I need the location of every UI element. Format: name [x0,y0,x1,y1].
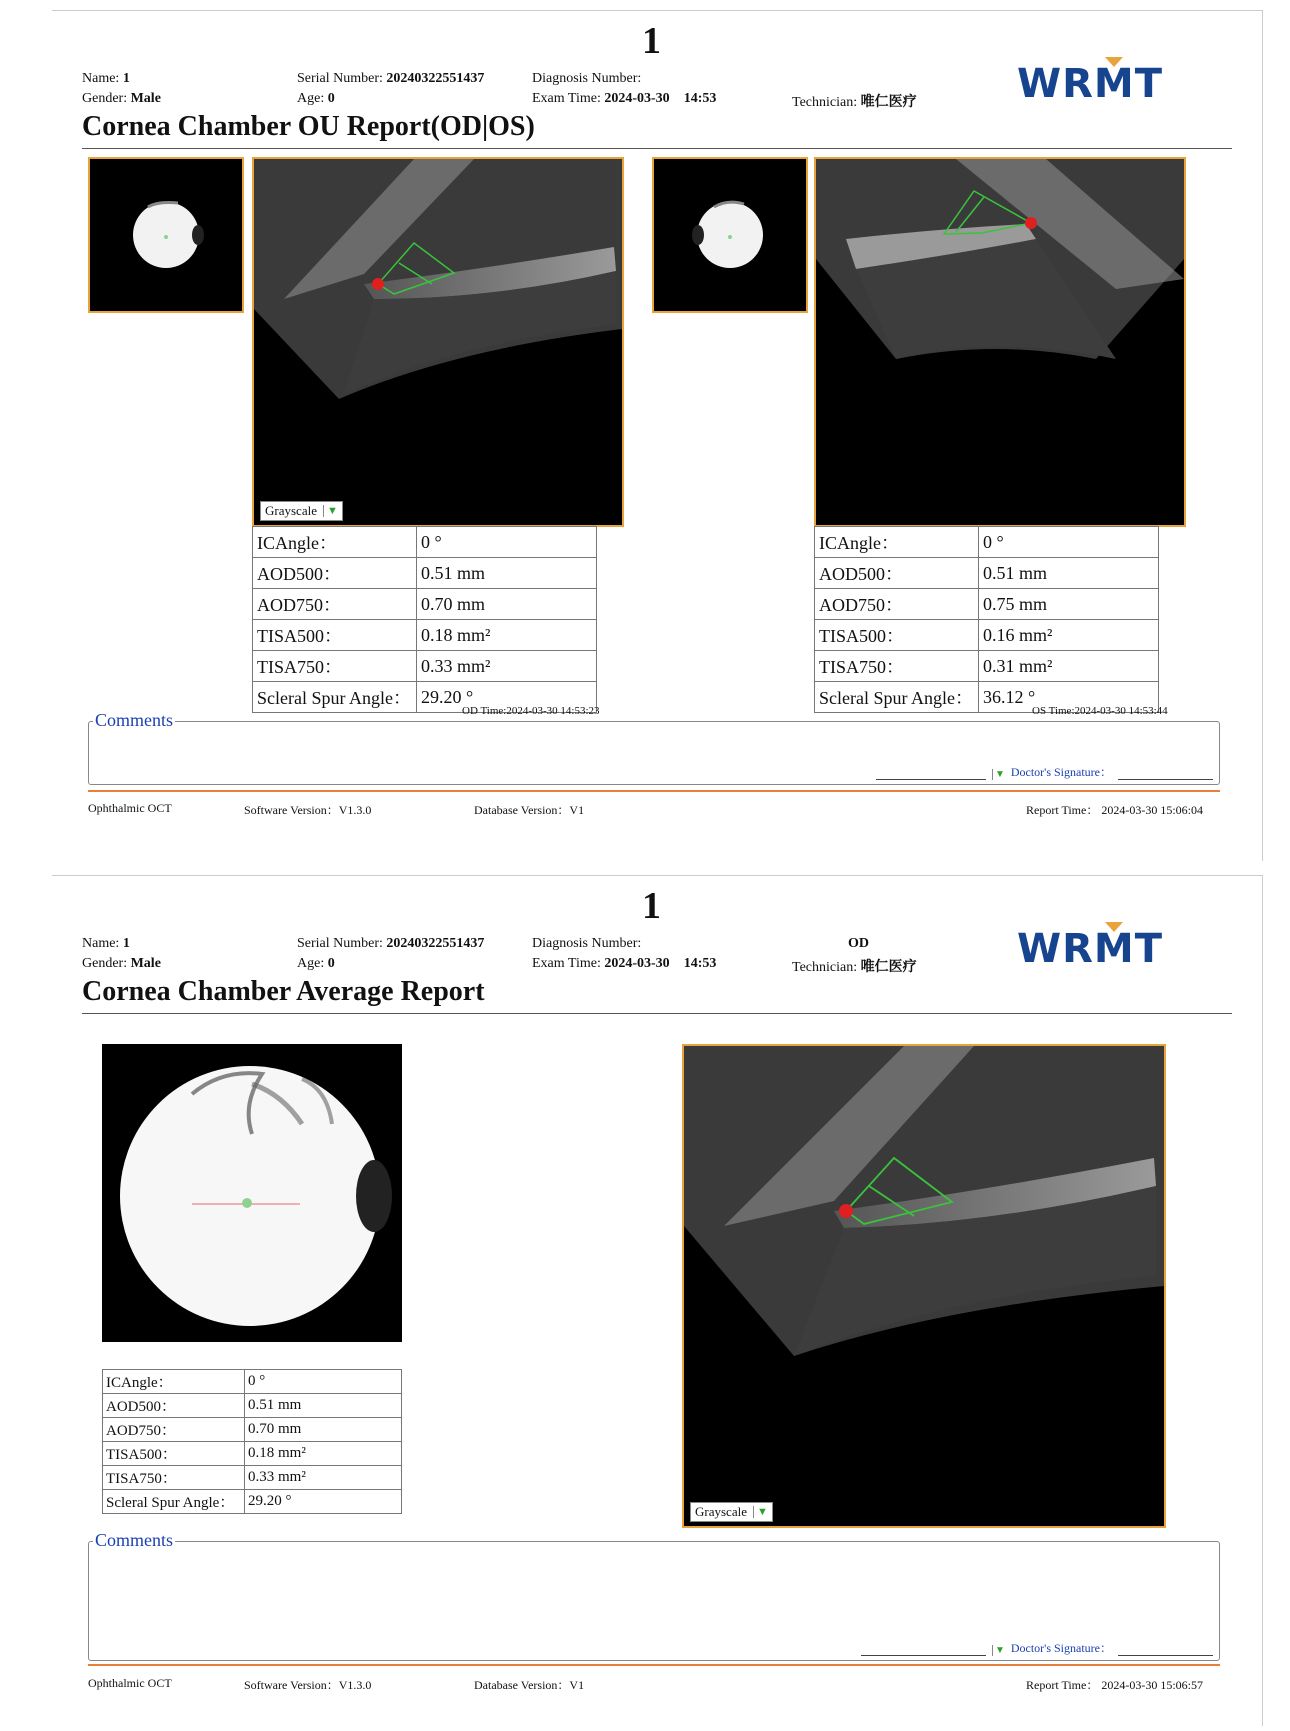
os-fundus-thumbnail [652,157,808,313]
dropdown-arrow-icon: ▼ [992,769,1005,780]
grayscale-dropdown[interactable]: Grayscale ▼ [260,501,343,521]
comments-box[interactable] [88,1530,1220,1661]
patient-name: Name: 1 [82,71,130,86]
table-row: ICAngle： 0 ° [103,1370,402,1394]
patient-age: Age: 0 [297,956,335,971]
footer-database-version: Database Version：V1 [474,803,585,817]
average-measurements-table [102,1369,402,1514]
patient-name: Name: 1 [82,936,130,951]
table-row: ICAngle： 0 ° [253,527,597,558]
footer-device: Ophthalmic OCT [88,1676,172,1690]
report-page-average [52,875,1263,1726]
doctor-signature[interactable]: ▼ Doctor's Signature： [861,1639,1213,1656]
fundus-image [102,1044,402,1342]
table-row: TISA750： 0.33 mm² [253,651,597,682]
dropdown-arrow-icon: ▼ [753,1506,768,1518]
table-row: TISA500： 0.18 mm² [253,620,597,651]
table-row: AOD750： 0.75 mm [815,589,1159,620]
diagnosis-number: Diagnosis Number: [532,71,642,86]
footer-software-version: Software Version：V1.3.0 [244,1678,372,1692]
page-number: 1 [642,20,661,62]
table-row: ICAngle： 0 ° [815,527,1159,558]
exam-time: Exam Time: 2024-03-30 14:53 [532,956,717,971]
os-time: OS Time:2024-03-30 14:53:44 [1032,705,1168,717]
table-row: TISA500： 0.18 mm² [103,1442,402,1466]
exam-time: Exam Time: 2024-03-30 14:53 [532,91,717,106]
doctor-signature[interactable]: ▼ Doctor's Signature： [876,763,1213,780]
od-time: OD Time:2024-03-30 14:53:23 [462,705,600,717]
dropdown-arrow-icon: ▼ [323,505,338,517]
table-row: TISA750： 0.33 mm² [103,1466,402,1490]
report-page-ou [52,10,1263,861]
brand-logo: WRMT [1017,61,1164,107]
patient-gender: Gender: Male [82,91,161,106]
footer-report-time: Report Time： 2024-03-30 15:06:57 [1026,1678,1204,1692]
footer-device: Ophthalmic OCT [88,801,172,815]
table-row: AOD500： 0.51 mm [103,1394,402,1418]
os-measurements-table [814,526,1159,713]
table-row: AOD750： 0.70 mm [103,1418,402,1442]
table-row: Scleral Spur Angle： 36.12 ° [815,682,1159,713]
od-fundus-thumbnail [88,157,244,313]
diagnosis-number: Diagnosis Number: [532,936,642,951]
table-row: TISA750： 0.31 mm² [815,651,1159,682]
comments-label: Comments [95,1530,174,1550]
dropdown-arrow-icon: ▼ [992,1645,1005,1656]
footer-report-time: Report Time： 2024-03-30 15:06:04 [1026,803,1204,817]
table-row: AOD500： 0.51 mm [815,558,1159,589]
od-measurements-table [252,526,597,713]
footer-software-version: Software Version：V1.3.0 [244,803,372,817]
report-title: Cornea Chamber Average Report [82,976,485,1007]
eye-label: OD [848,936,869,951]
table-row: AOD750： 0.70 mm [253,589,597,620]
technician: Technician: 唯仁医疗 [792,960,917,975]
serial-number: Serial Number: 20240322551437 [297,71,485,86]
table-row: Scleral Spur Angle： 29.20 ° [103,1490,402,1514]
oct-scan [682,1044,1166,1528]
table-row: AOD500： 0.51 mm [253,558,597,589]
comments-label: Comments [95,710,174,730]
footer-database-version: Database Version：V1 [474,1678,585,1692]
table-row: TISA500： 0.16 mm² [815,620,1159,651]
page-number: 1 [642,885,661,927]
patient-gender: Gender: Male [82,956,161,971]
os-oct-scan [814,157,1186,527]
brand-logo: WRMT [1017,926,1164,972]
table-row: Scleral Spur Angle： 29.20 ° [253,682,597,713]
od-oct-scan [252,157,624,527]
report-title: Cornea Chamber OU Report(OD|OS) [82,111,535,142]
technician: Technician: 唯仁医疗 [792,95,917,110]
patient-age: Age: 0 [297,91,335,106]
grayscale-dropdown[interactable]: Grayscale ▼ [690,1502,773,1522]
serial-number: Serial Number: 20240322551437 [297,936,485,951]
